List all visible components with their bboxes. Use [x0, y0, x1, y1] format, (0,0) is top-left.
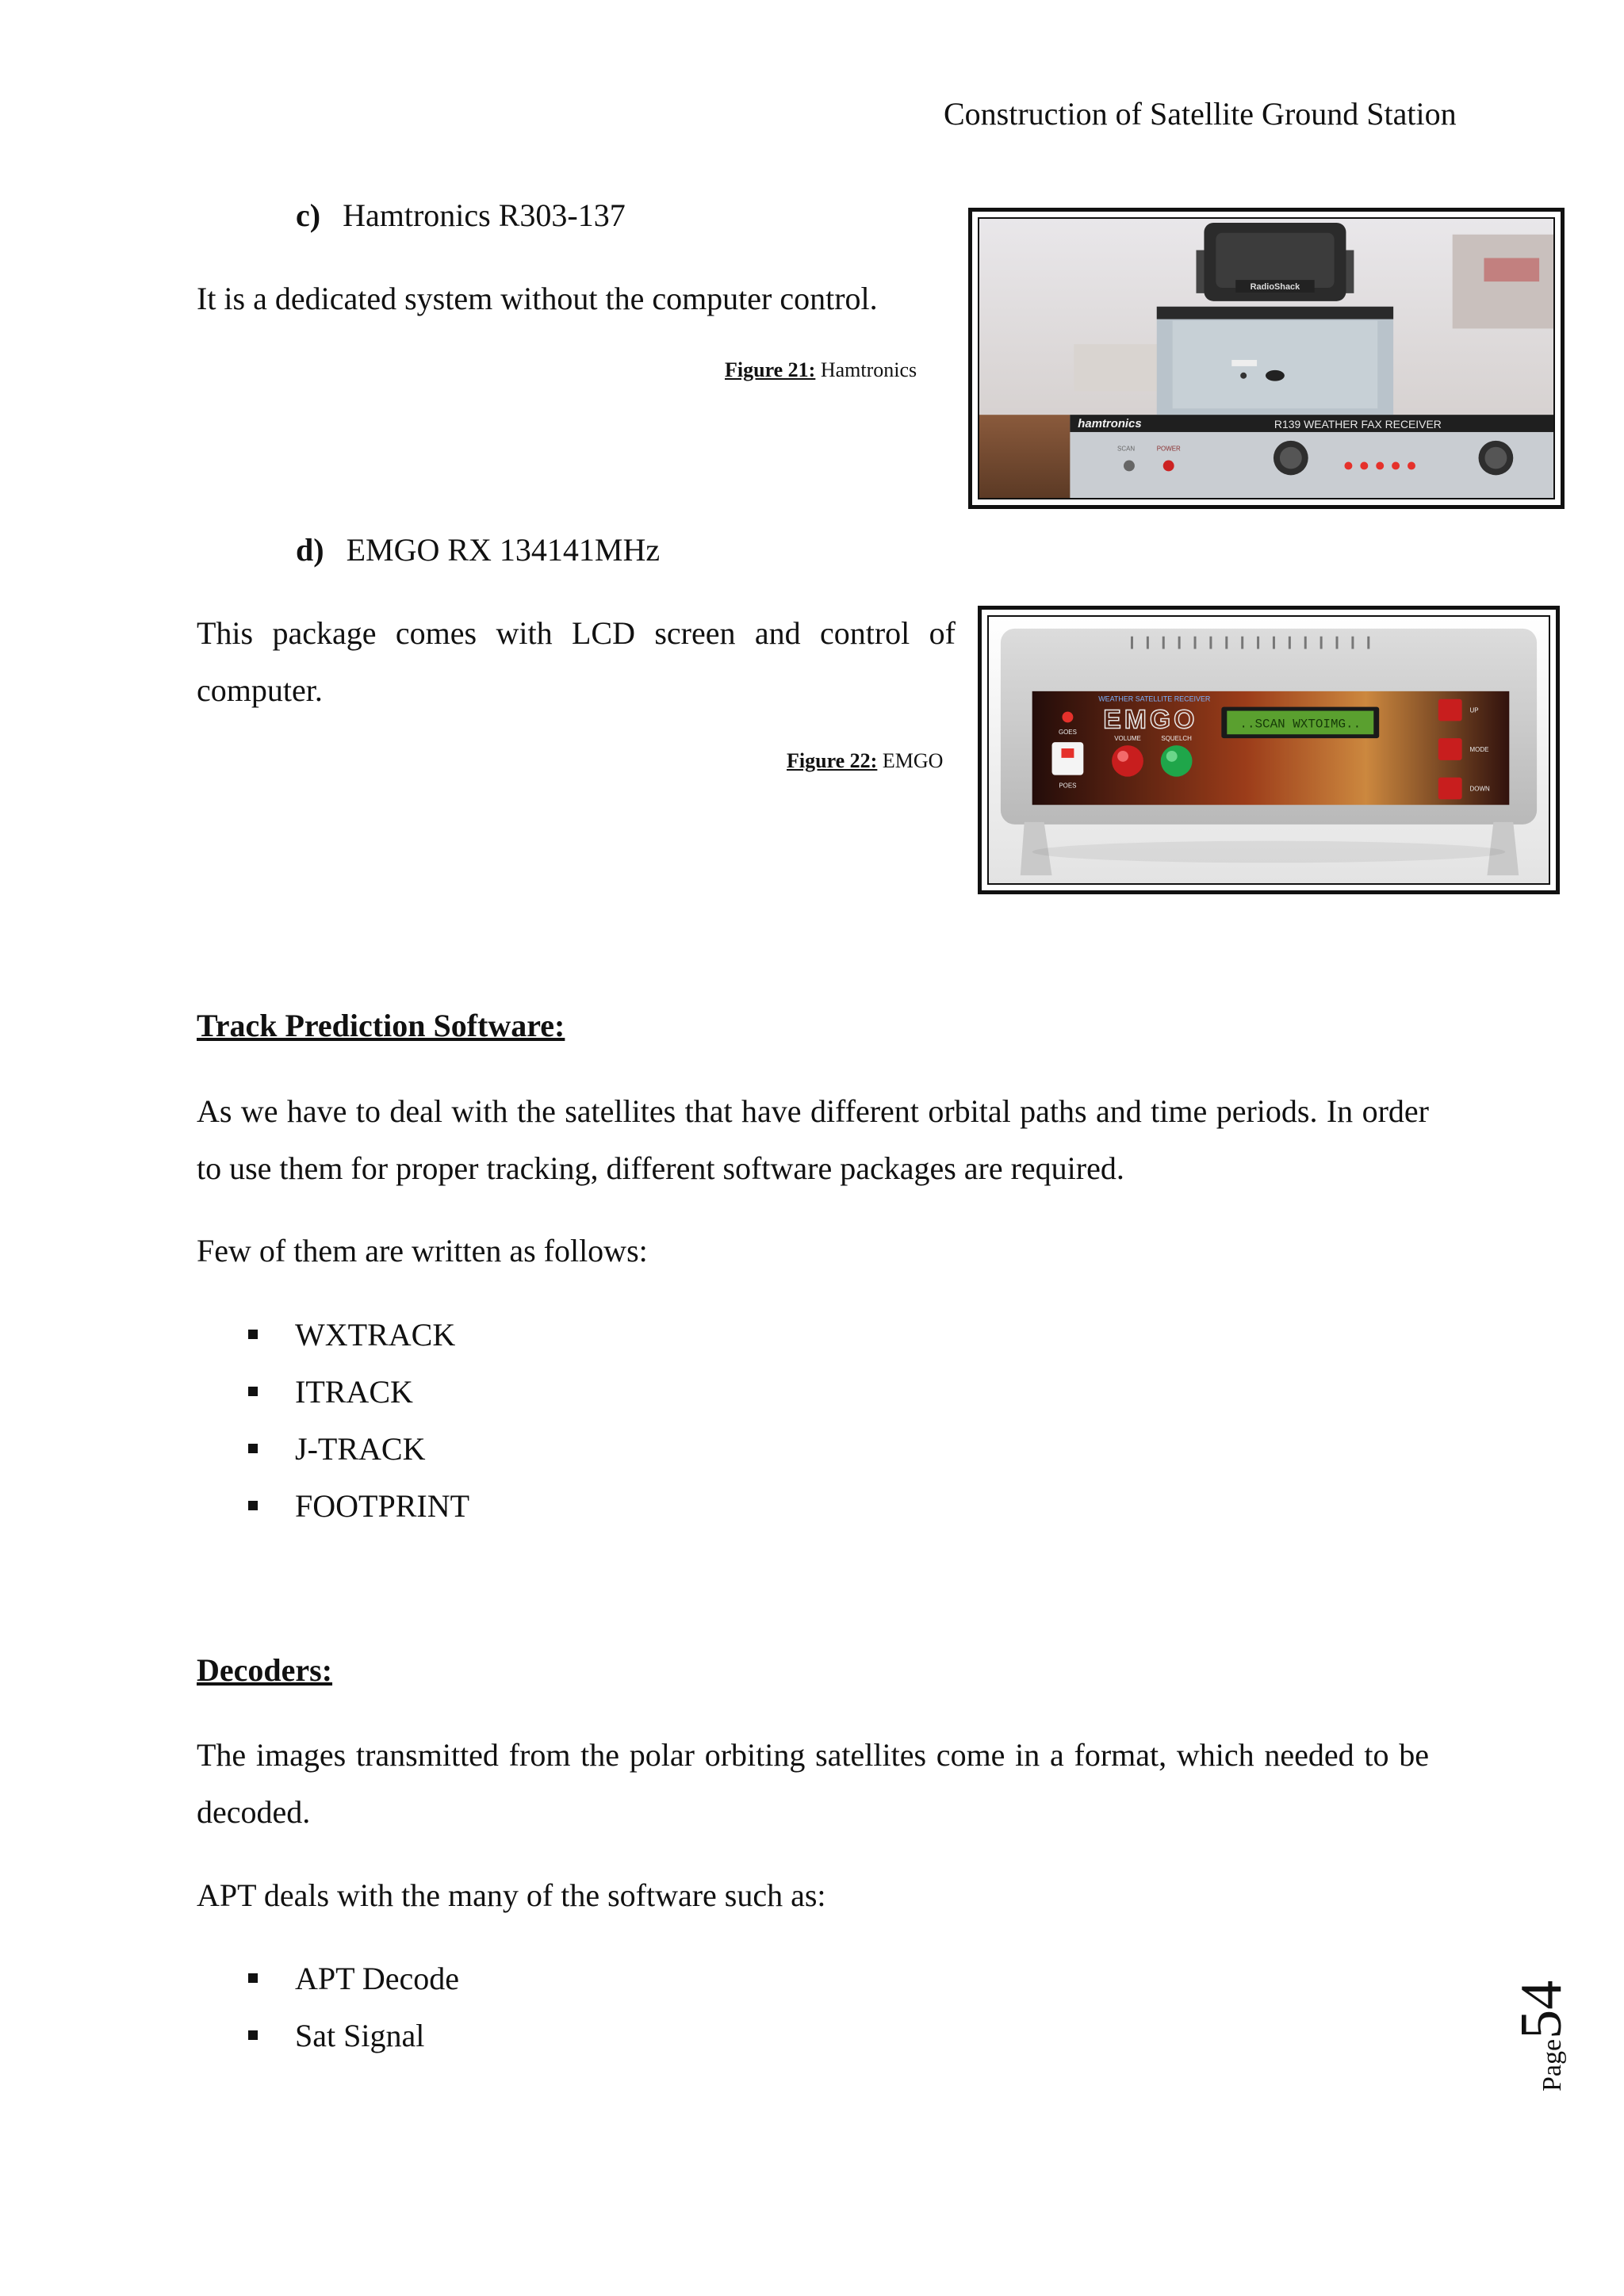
- list-item: [197, 1478, 469, 1535]
- emgo-tagline: WEATHER SATELLITE RECEIVER: [1098, 695, 1211, 703]
- page-number-value: 54: [1509, 1980, 1574, 2039]
- bullet-square-icon: [248, 1444, 258, 1453]
- decoders-intro: APT deals with the many of the software such as:: [197, 1877, 826, 1913]
- subsection-c-letter: c): [296, 197, 321, 233]
- bullet-square-icon: [248, 1330, 258, 1339]
- receiver-knob-label-2: POWER: [1156, 445, 1181, 453]
- bullet-square-icon: [248, 1501, 258, 1510]
- figure-21-caption: [725, 358, 917, 382]
- subsection-d-title: EMGO RX 134141MHz: [346, 532, 661, 568]
- receiver-panel-title: R139 WEATHER FAX RECEIVER: [1274, 418, 1442, 430]
- subsection-c-heading: [296, 197, 626, 234]
- figure-22-caption: [787, 749, 943, 773]
- subsection-d-letter: d): [296, 532, 324, 568]
- hamtronics-brand-label: hamtronics: [1078, 418, 1142, 430]
- figure-22-photo: [978, 606, 1560, 894]
- figure-21-label: Figure 21:: [725, 358, 816, 381]
- figure-21-photo: [968, 208, 1565, 509]
- hamtronics-photo: [978, 217, 1555, 499]
- running-header: Construction of Satellite Ground Station: [944, 96, 1457, 132]
- list-item: [197, 1307, 469, 1364]
- list-item-label: J-TRACK: [295, 1431, 426, 1467]
- emgo-photo: [987, 615, 1550, 885]
- track-software-list: [197, 1307, 469, 1535]
- figure-22-label: Figure 22:: [787, 749, 878, 772]
- emgo-right-label-3: DOWN: [1469, 785, 1490, 793]
- emgo-knob-label-1: VOLUME: [1114, 735, 1141, 743]
- hamtronics-description: It is a dedicated system without the computer control.: [197, 281, 878, 316]
- emgo-logo: EMGO: [1103, 704, 1198, 735]
- bullet-square-icon: [248, 2030, 258, 2040]
- list-item: [197, 2007, 459, 2064]
- figure-21-text: Hamtronics: [815, 358, 917, 381]
- hamtronics-illustration: [979, 219, 1553, 498]
- figure-22-text: EMGO: [877, 749, 944, 772]
- emgo-lcd-text: ..SCAN WXTOIMG..: [1239, 717, 1362, 732]
- bullet-square-icon: [248, 1973, 258, 1983]
- list-item-label: FOOTPRINT: [295, 1488, 470, 1524]
- decoders-heading: Decoders:: [197, 1652, 333, 1688]
- emgo-knob-label-2: SQUELCH: [1161, 735, 1192, 743]
- receiver-knob-label-1: SCAN: [1117, 445, 1136, 453]
- list-item-label: APT Decode: [295, 1961, 459, 1996]
- emgo-right-label-2: MODE: [1469, 745, 1489, 753]
- list-item-label: Sat Signal: [295, 2018, 425, 2053]
- emgo-right-label-1: UP: [1469, 706, 1479, 714]
- emgo-left-label-1: GOES: [1058, 729, 1077, 737]
- list-item-label: WXTRACK: [295, 1317, 456, 1353]
- subsection-c-title: Hamtronics R303-137: [343, 197, 626, 233]
- page-number: [1508, 1958, 1574, 2093]
- track-prediction-intro: Few of them are written as follows:: [197, 1233, 648, 1269]
- list-item: [197, 1364, 469, 1421]
- decoder-software-list: [197, 1950, 459, 2064]
- speaker-brand-label: RadioShack: [1250, 282, 1300, 292]
- list-item: [197, 1421, 469, 1478]
- emgo-illustration: [989, 617, 1549, 883]
- emgo-left-label-2: POES: [1059, 782, 1077, 790]
- decoders-paragraph: The images transmitted from the polar orbiting satellites come in a format, which needed to be decoded.: [197, 1737, 1429, 1830]
- emgo-description: This package comes with LCD screen and control of computer.: [197, 615, 956, 708]
- track-prediction-heading: Track Prediction Software:: [197, 1008, 565, 1043]
- list-item-label: ITRACK: [295, 1374, 413, 1410]
- page-word: Page: [1538, 2038, 1567, 2091]
- bullet-square-icon: [248, 1387, 258, 1396]
- subsection-d-heading: [296, 531, 660, 568]
- track-prediction-paragraph: As we have to deal with the satellites that have different orbital paths and time periods. In order to use them for proper tracking, different software packages are required.: [197, 1093, 1429, 1186]
- list-item: [197, 1950, 459, 2007]
